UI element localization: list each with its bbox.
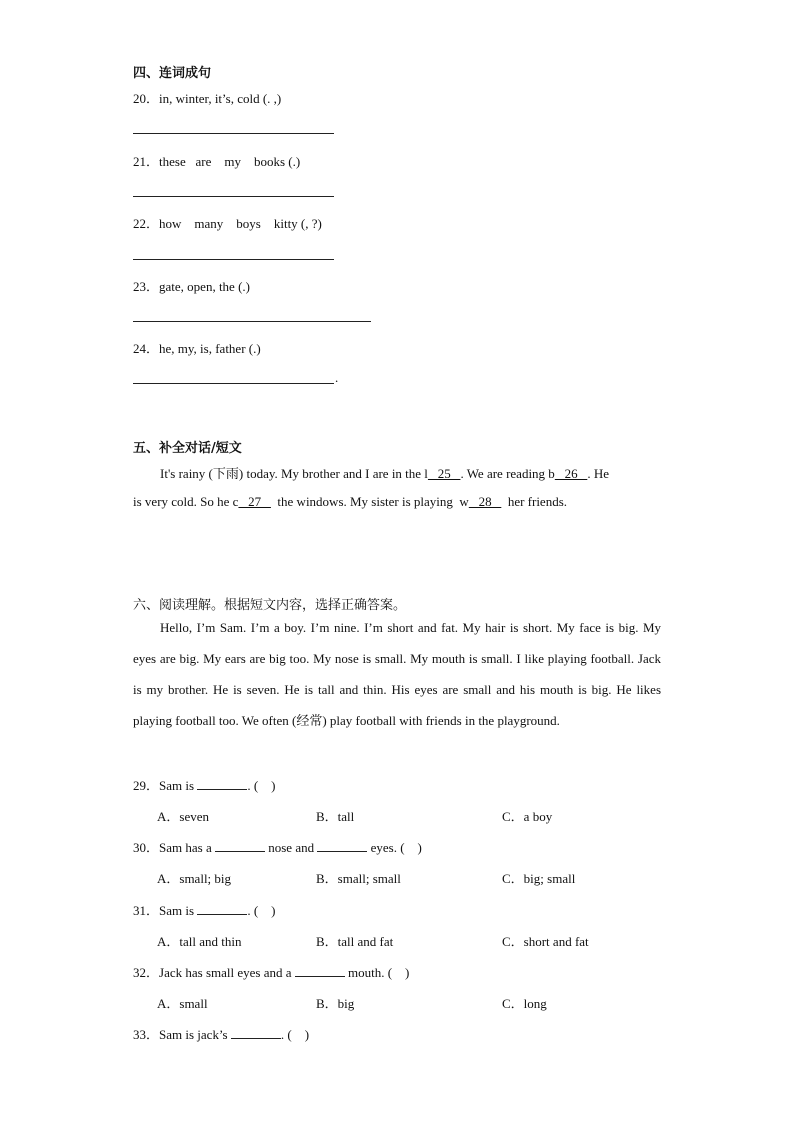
cloze-text: the windows. My sister is playing w (270, 494, 469, 509)
question-text: in, winter, it’s, cold (. ,) (159, 91, 282, 106)
option-29-b[interactable]: B．tall (316, 809, 355, 824)
option-32-a[interactable]: A．small (157, 996, 208, 1011)
question-number: 31． (133, 903, 160, 918)
option-29-a[interactable]: A．seven (157, 809, 209, 824)
blank-25[interactable]: 25 (427, 466, 461, 481)
answer-blank[interactable] (295, 964, 345, 977)
option-29-c[interactable]: C．a boy (502, 809, 553, 824)
blank-28[interactable]: 28 (468, 494, 502, 509)
cloze-text: is very cold. So he c (133, 494, 239, 509)
question-stem: Sam is (159, 778, 198, 793)
question-number: 33． (133, 1027, 160, 1042)
question-text: gate, open, the (.) (159, 279, 250, 294)
question-32 (133, 962, 409, 981)
question-number: 29． (133, 778, 160, 793)
question-stem: Sam has a (159, 840, 215, 855)
answer-line-24 (133, 383, 334, 384)
answer-blank[interactable] (231, 1026, 281, 1039)
question-30 (133, 837, 422, 856)
option-31-b[interactable]: B．tall and fat (316, 934, 394, 949)
blank-26[interactable]: 26 (554, 466, 588, 481)
question-number: 20． (133, 91, 160, 106)
question-number: 32． (133, 965, 160, 980)
answer-blank[interactable] (317, 839, 367, 852)
section-5-heading: 五、补全对话/短文 (133, 441, 242, 456)
question-23 (133, 276, 250, 295)
question-stem-end: mouth. ( ) (344, 965, 410, 980)
question-number: 22． (133, 216, 160, 231)
question-stem-end: eyes. ( ) (367, 840, 422, 855)
option-30-a[interactable]: A．small; big (157, 871, 232, 886)
question-stem: Jack has small eyes and a (159, 965, 295, 980)
question-29 (133, 775, 275, 794)
question-31 (133, 900, 275, 919)
answer-line-23 (133, 321, 371, 322)
cloze-line-2 (133, 494, 567, 510)
question-text: how many boys kitty (, ?) (159, 216, 322, 231)
question-stem-end: . ( ) (247, 903, 276, 918)
cloze-text: . He (587, 466, 609, 481)
blank-27[interactable]: 27 (238, 494, 271, 509)
cloze-line-1 (160, 463, 609, 482)
question-number: 24． (133, 341, 160, 356)
question-number: 30． (133, 840, 160, 855)
question-21 (133, 151, 300, 170)
question-33 (133, 1024, 309, 1043)
answer-blank[interactable] (215, 839, 265, 852)
option-30-c[interactable]: C．big; small (502, 871, 576, 886)
answer-line-20 (133, 133, 334, 134)
question-24 (133, 338, 261, 357)
section-4-heading: 四、连词成句 (133, 66, 212, 81)
question-text: these are my books (.) (159, 154, 301, 169)
question-stem-end: . ( ) (247, 778, 276, 793)
answer-blank[interactable] (197, 777, 247, 790)
trailing-period: . (335, 370, 339, 385)
option-31-a[interactable]: A．tall and thin (157, 934, 242, 949)
question-stem-mid: nose and (264, 840, 318, 855)
section-6-heading: 六、阅读理解。根据短文内容，选择正确答案。 (133, 598, 407, 613)
question-stem-end: . ( ) (280, 1027, 310, 1042)
question-number: 23． (133, 279, 160, 294)
answer-blank[interactable] (197, 902, 247, 915)
question-number: 21． (133, 154, 160, 169)
question-stem: Sam is jack’s (159, 1027, 231, 1042)
cloze-text: her friends. (501, 494, 568, 509)
cloze-text: It's rainy (下雨) today. My brother and I are in the l (160, 466, 428, 481)
option-30-b[interactable]: B．small; small (316, 871, 401, 886)
question-22 (133, 213, 322, 232)
passage-text: Hello, I’m Sam. I’m a boy. I’m nine. I’m short and fat. My hair is short. My face is big. My eyes are big. My ears are big too. My nose is small. My mouth is small. I like playing football. Jack is my brother. He is seven. He is tall and thin. His eyes are small and his mouth is big. He likes playing football too. We often (经常) play football with friends in the playground. (133, 620, 661, 728)
option-31-c[interactable]: C．short and fat (502, 934, 589, 949)
option-32-b[interactable]: B．big (316, 996, 355, 1011)
question-stem: Sam is (159, 903, 198, 918)
answer-line-22 (133, 259, 334, 260)
question-20 (133, 88, 281, 107)
reading-passage (133, 612, 661, 736)
answer-line-21 (133, 196, 334, 197)
cloze-text: . We are reading b (460, 466, 555, 481)
option-32-c[interactable]: C．long (502, 996, 547, 1011)
question-text: he, my, is, father (.) (159, 341, 261, 356)
